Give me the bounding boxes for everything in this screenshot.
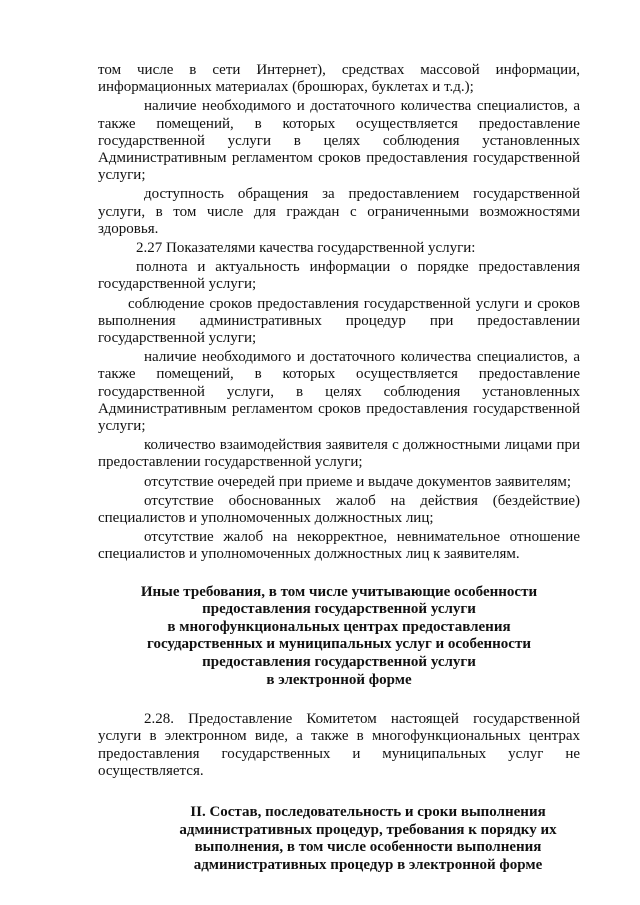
section-heading-other-requirements <box>98 584 580 690</box>
heading-line: в электронной форме <box>266 671 412 688</box>
heading-line: административных процедур в электронной форме <box>193 856 543 873</box>
paragraph-interactions: количество взаимодействия заявителя с должностными лицами при предоставлении государственной услуги; <box>98 437 580 471</box>
paragraph-no-complaints: отсутствие обоснованных жалоб на действия (бездействие) специалистов и уполномоченных должностных лиц; <box>98 492 580 527</box>
heading-line: выполнения, в том числе особенности выполнения <box>194 839 542 856</box>
heading-line: предоставления государственной услуги <box>202 654 476 671</box>
paragraph-completeness: полнота и актуальность информации о порядке предоставления государственной услуги; <box>98 259 580 293</box>
paragraph-2-27: 2.27 Показателями качества государственной услуги: <box>136 240 476 257</box>
heading-line: административных процедур, требования к порядку их <box>179 821 557 838</box>
heading-line: в многофункциональных центрах предоставления <box>167 618 511 635</box>
heading-line: предоставления государственной услуги <box>202 601 476 618</box>
section-heading-chapter-2 <box>98 804 588 874</box>
paragraph-deadlines: соблюдение сроков предоставления государственной услуги и сроков выполнения административных процедур при предоставлении государственной услуги; <box>98 295 580 347</box>
paragraph-2-28: 2.28. Предоставление Комитетом настоящей государственной услуги в электронном виде, а также в многофункциональных центрах предоставления государственных и муниципальных услуг не осуществляется. <box>98 711 580 779</box>
paragraph-no-queues: отсутствие очередей при приеме и выдаче документов заявителям; <box>144 473 572 490</box>
paragraph-staff-premises: наличие необходимого и достаточного количества специалистов, а также помещений, в которых осуществляется предоставление государственной услуги в целях соблюдения установленных Административным регламентом сроков предоставления государственной услуги; <box>98 98 580 184</box>
paragraph-staff-premises-2: наличие необходимого и достаточного количества специалистов, а также помещений, в которых осуществляется предоставление государственной услуги, в целях соблюдения установленных Административным регламентом сроков предоставления государственной услуги; <box>98 349 580 435</box>
heading-line: Иные требования, в том числе учитывающие особенности <box>140 583 538 600</box>
heading-line: II. Состав, последовательность и сроки выполнения <box>190 804 546 821</box>
heading-line: государственных и муниципальных услуг и особенности <box>147 636 531 653</box>
paragraph-accessibility: доступность обращения за предоставлением государственной услуги, в том числе для граждан с ограниченными возможностями здоровья. <box>98 186 580 237</box>
document-page <box>98 62 580 874</box>
paragraph-no-incorrect-attitude: отсутствие жалоб на некорректное, невнимательное отношение специалистов и уполномоченных должностных лиц к заявителям. <box>98 529 580 563</box>
paragraph-internet-info: том числе в сети Интернет), средствах массовой информации, информационных материалах (брошюрах, буклетах и т.д.); <box>98 62 580 96</box>
